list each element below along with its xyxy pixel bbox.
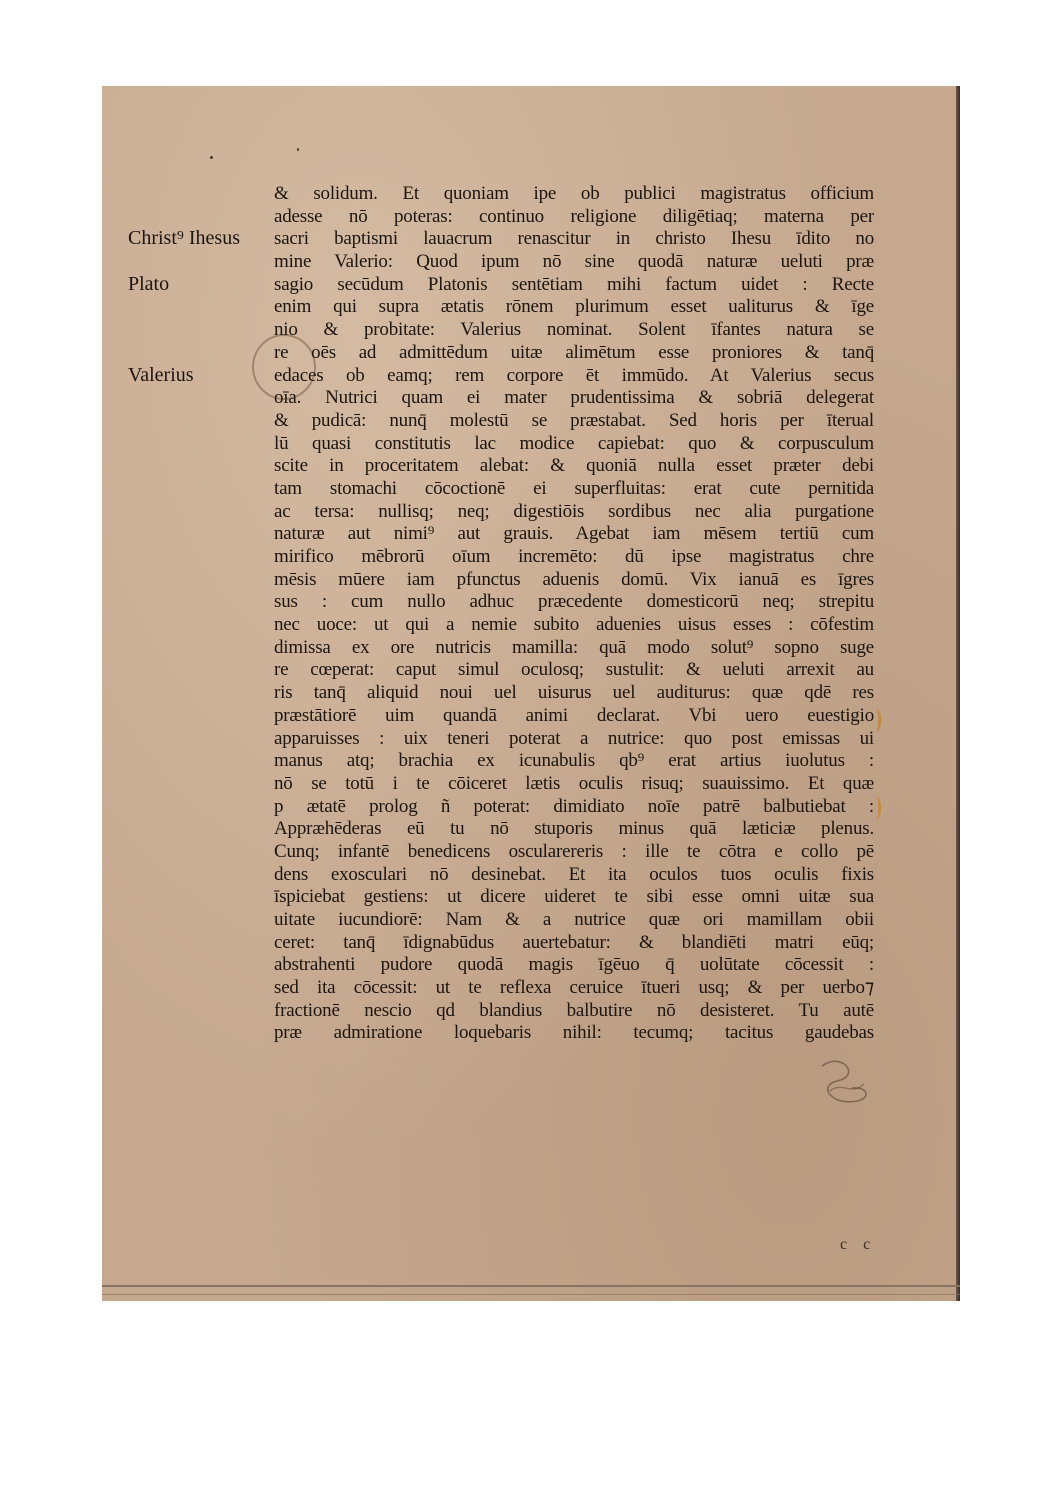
text-line: re oēs ad admittēdum uitæ alimētum esse proniores & tanq̄ <box>274 341 874 363</box>
folio-signature-mark: c c <box>840 1236 877 1253</box>
text-line: mirifico mēbrorū oīum incremēto: dū ipse magistratus chre <box>274 546 874 567</box>
text-line: abstrahenti pudore quodā magis īgēuo q̄ uolūtate cōcessit : <box>274 954 874 976</box>
text-line: mēsis mūere iam pfunctus aduenis domū. Vix ianuā es īgres <box>274 568 874 590</box>
margin-note: Valerius <box>128 363 194 386</box>
text-line: mine Valerio: Quod ipum nō sine quodā naturæ ueluti præ <box>274 251 874 273</box>
ink-speck <box>210 156 213 159</box>
text-line: sus : cum nullo adhuc præcedente domesticorū neq; strepitu <box>274 591 874 613</box>
text-line: enim qui supra ætatis rōnem plurimum esset ualiturus & īge <box>274 296 874 318</box>
text-line: sed ita cōcessit: ut te reflexa ceruice ītueri usq; & per uerbo⁊ <box>274 977 874 999</box>
text-line: oīa. Nutrici quam ei mater prudentissima & sobriā delegerat <box>274 387 874 409</box>
text-line: p ætatē prolog ñ poterat: dimidiato noīe patrē balbutiebat : <box>274 795 874 817</box>
text-line: uitate iucundiorē: Nam & a nutrice quæ ori mamillam obii <box>274 909 874 930</box>
text-line: manus atq; brachia ex icunabulis qb⁹ erat artius iuolutus : <box>274 750 874 772</box>
text-line: tam stomachi cōcoctionē ei superfluitas: erat cute pernitida <box>274 477 874 499</box>
text-line: adesse nō poteras: continuo religione diligētiaq; materna per <box>274 205 874 227</box>
text-line: īspiciebat gestiens: ut dicere uideret te sibi esse omni uitæ sua <box>274 886 874 908</box>
text-line: præstātiorē uim quandā animi declarat. Vbi uero euestigio <box>274 704 874 726</box>
page-bottom-rule <box>102 1285 960 1287</box>
text-line: ac tersa: nullisq; neq; digestiōis sordibus nec alia purgatione <box>274 500 874 522</box>
margin-note: Plato <box>128 272 170 295</box>
text-line: Appræhēderas eū tu nō stuporis minus quā læticiæ plenus. <box>274 818 874 840</box>
text-line: naturæ aut nimi⁹ aut grauis. Agebat iam mēsem tertiū cum <box>274 523 874 545</box>
text-line: sacri baptismi lauacrum renascitur in christo Ihesu īdito no <box>274 228 874 250</box>
page-bottom-rule-secondary <box>102 1294 960 1295</box>
text-line: & pudicā: nunq̄ molestū se præstabat. Sed horis per īterual <box>274 409 874 431</box>
text-line: fractionē nescio qd blandius balbutire nō desisteret. Tu autē <box>274 999 874 1021</box>
text-line: Cunq; infantē benedicens oscularereris : ille te cōtra e collo pē <box>274 840 874 862</box>
margin-note: Christ⁹ Ihesus <box>128 227 240 250</box>
text-line: edaces ob eamq; rem corpore ēt immūdo. At Valerius secus <box>274 364 874 386</box>
text-line: lū quasi constitutis lac modice capiebat: quo & corpusculum <box>274 432 874 454</box>
text-line: & solidum. Et quoniam ipe ob publici magistratus officium <box>274 183 874 204</box>
text-line: scite in proceritatem alebat: & quoniā nulla esset præter debi <box>274 455 874 477</box>
body-text <box>274 183 874 1045</box>
text-line: sagio secūdum Platonis sentētiam mihi factum uidet : Recte <box>274 273 874 295</box>
ink-speck <box>297 148 299 151</box>
text-line: dimissa ex ore nutricis mamilla: quā modo solut⁹ sopno suge <box>274 636 874 658</box>
text-line: dens exosculari nō desinebat. Et ita oculos tuos oculis fixis <box>274 863 874 885</box>
text-line: nio & probitate: Valerius nominat. Solent īfantes natura se <box>274 319 874 341</box>
page-edge-shadow <box>956 86 960 1301</box>
pen-doodle-mark <box>812 1046 882 1116</box>
text-line: nec uoce: ut qui a nemie subito aduenies uisus esses : cōfestim <box>274 614 874 636</box>
text-line: præ admiratione loquebaris nihil: tecumq; tacitus gaudebas <box>274 1022 874 1044</box>
text-line: nō se totū i te cōiceret lætis oculis risuq; suauissimo. Et quæ <box>274 772 874 794</box>
manuscript-page <box>102 86 960 1301</box>
text-line: apparuisses : uix teneri poterat a nutrice: quo post emissas ui <box>274 727 874 749</box>
text-line: re cœperat: caput simul oculosq; sustulit: & ueluti arrexit au <box>274 659 874 681</box>
text-line: ceret: tanq̄ īdignabūdus auertebatur: & blandiēti matri eūq; <box>274 931 874 953</box>
text-line: ris tanq̄ aliquid noui uel uisurus uel auditurus: quæ qdē res <box>274 682 874 704</box>
